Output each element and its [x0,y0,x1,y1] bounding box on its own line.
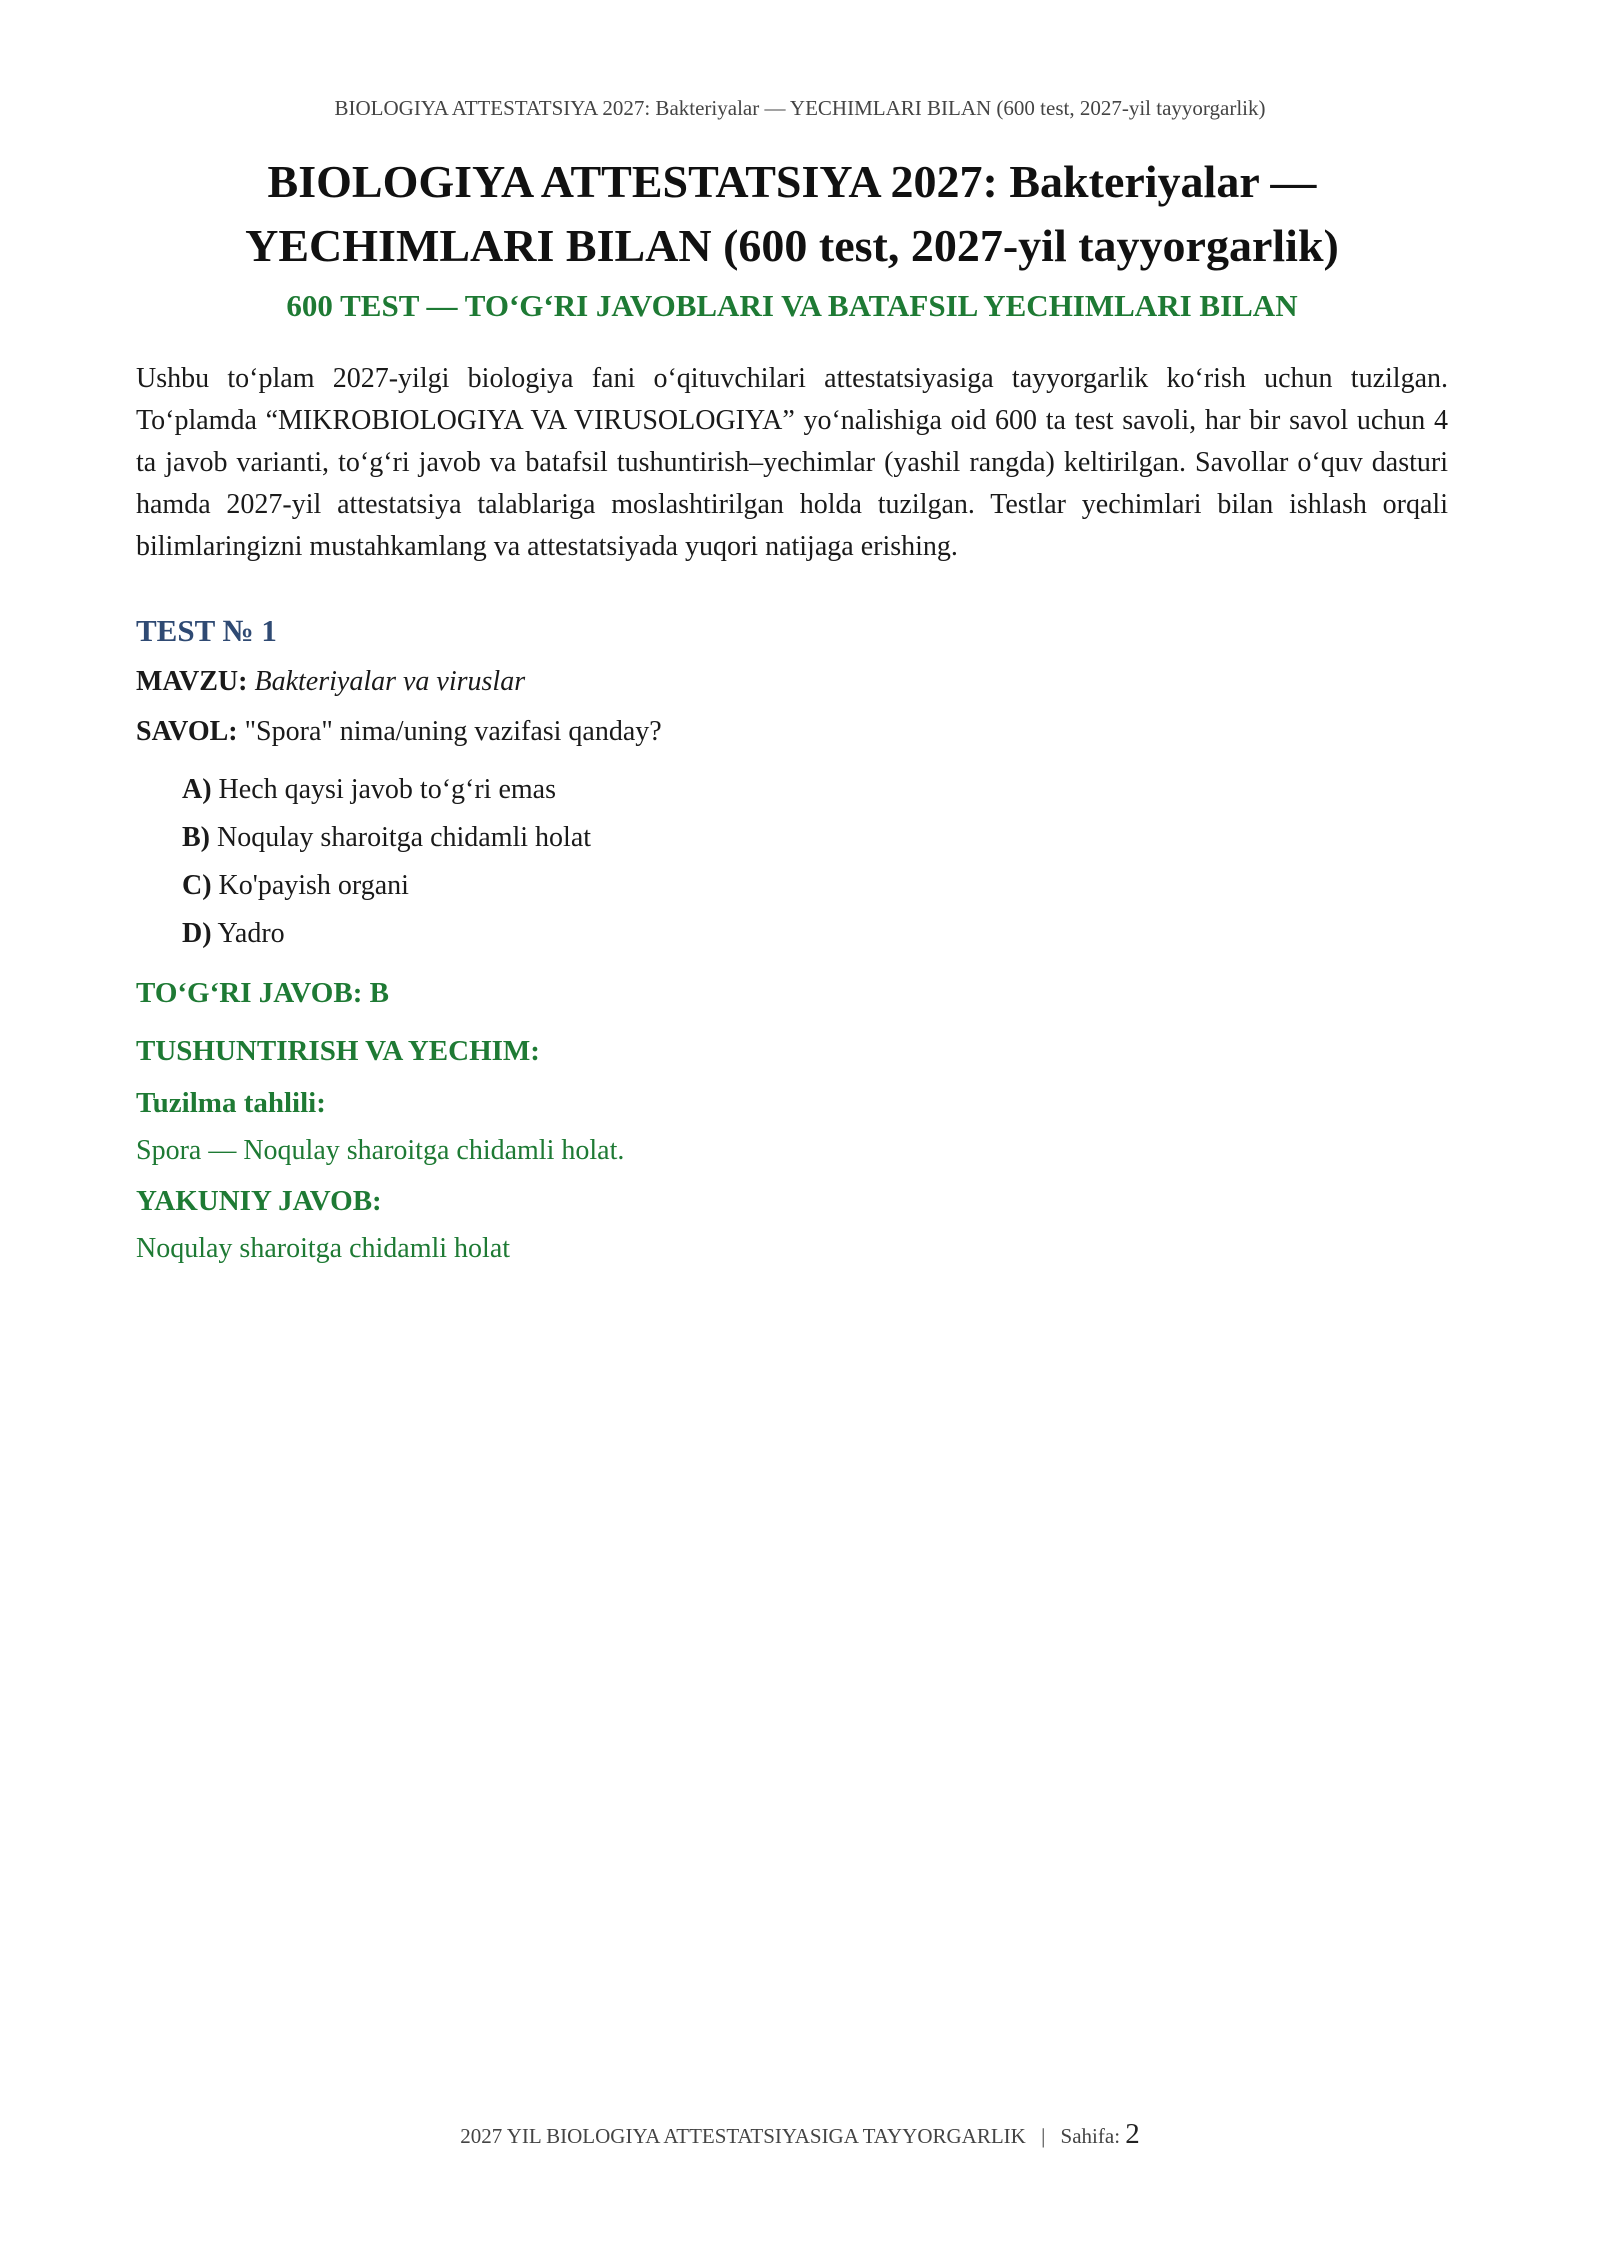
question-text: "Spora" nima/uning vazifasi qanday? [244,716,662,747]
topic-label: MAVZU: [136,666,248,697]
test-heading: TEST № 1 [136,613,277,648]
answer-option-c [182,862,1448,910]
question-line [136,712,1448,752]
document-title-line2: YECHIMLARI BILAN (600 test, 2027-yil tayyorgarlik) [245,220,1339,271]
topic-line [136,662,1448,702]
test-block [136,610,1448,1270]
question-label: SAVOL: [136,716,238,747]
correct-answer: TO‘G‘RI JAVOB: B [136,977,389,1009]
document-subtitle: 600 TEST — TO‘G‘RI JAVOBLARI VA BATAFSIL YECHIMLARI BILAN [286,288,1298,323]
option-letter: C) [182,870,212,901]
option-text: Hech qaysi javob to‘g‘ri emas [218,774,556,805]
page-label: Sahifa: [1060,2124,1121,2148]
analysis-text: Spora — Noqulay sharoitga chidamli holat. [136,1135,625,1166]
document-title [136,150,1448,278]
footer-text: 2027 YIL BIOLOGIYA ATTESTATSIYASIGA TAYYORGARLIK [460,2124,1026,2148]
answer-option-b [182,814,1448,862]
answer-options [182,766,1448,958]
answer-option-d [182,910,1448,958]
option-letter: B) [182,822,210,853]
explanation-heading: TUSHUNTIRISH VA YECHIM: [136,1035,540,1067]
option-letter: A) [182,774,212,805]
page-number: 2 [1125,2118,1140,2150]
running-header: BIOLOGIYA ATTESTATSIYA 2027: Bakteriyalar — YECHIMLARI BILAN (600 test, 2027-yil tayyorgarlik) [334,96,1266,120]
option-letter: D) [182,918,212,949]
running-footer [0,2118,1600,2151]
option-text: Noqulay sharoitga chidamli holat [217,822,592,853]
option-text: Yadro [217,918,285,949]
topic-value: Bakteriyalar va viruslar [254,666,526,697]
document-title-line1: BIOLOGIYA ATTESTATSIYA 2027: Bakteriyalar — [267,156,1317,207]
final-answer-heading: YAKUNIY JAVOB: [136,1185,382,1217]
answer-option-a [182,766,1448,814]
page-content [136,150,1448,1270]
analysis-heading: Tuzilma tahlili: [136,1087,326,1119]
final-answer-text: Noqulay sharoitga chidamli holat [136,1233,511,1264]
intro-paragraph: Ushbu to‘plam 2027-yilgi biologiya fani o‘qituvchilari attestatsiyasiga tayyorgarlik ko‘rish uchun tuzilgan. To‘plamda “MIKROBIOLOGIYA VA VIRUSOLOGIYA” yo‘nalishiga oid 600 ta test savoli, har bir savol uchun 4 ta javob varianti, to‘g‘ri javob va batafsil tushuntirish–yechimlar (yashil rangda) keltirilgan. Savollar o‘quv dasturi hamda 2027-yil attestatsiya talablariga moslashtirilgan holda tuzilgan. Testlar yechimlari bilan ishlash orqali bilimlaringizni mustahkamlang va attestatsiyada yuqori natijaga erishing. [136,363,1448,562]
footer-separator: | [1041,2124,1046,2148]
option-text: Ko'payish organi [218,870,409,901]
